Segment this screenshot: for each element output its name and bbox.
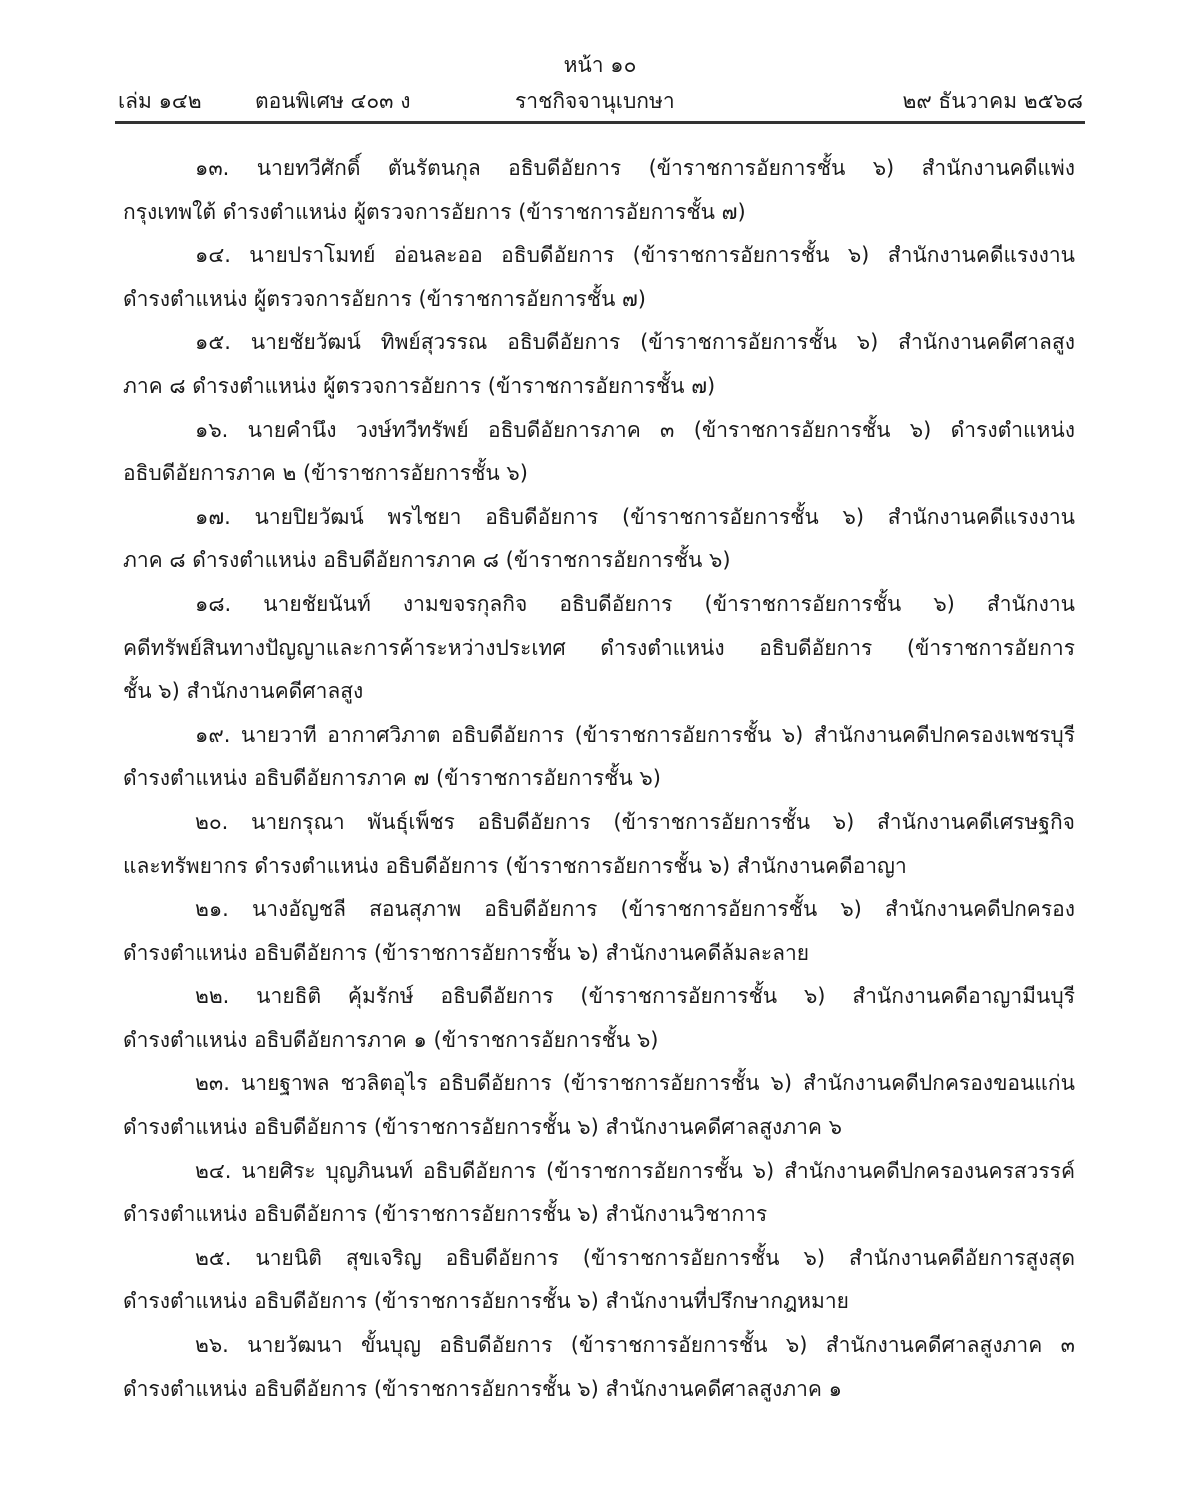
paragraph-line: และทรัพยากร ดำรงตำแหน่ง อธิบดีอัยการ (ข้าราชการอัยการชั้น ๖) สำนักงานคดีอาญา (123, 853, 907, 878)
paragraph-line: ๑๙. นายวาที อากาศวิภาต อธิบดีอัยการ (ข้าราชการอัยการชั้น ๖) สำนักงานคดีปกครองเพชรบุรี (195, 722, 1075, 747)
paragraph-line: ๑๖. นายคำนึง วงษ์ทวีทรัพย์ อธิบดีอัยการภาค ๓ (ข้าราชการอัยการชั้น ๖) ดำรงตำแหน่ง (195, 417, 1075, 442)
document-body (123, 150, 1075, 1414)
paragraph-line: ภาค ๘ ดำรงตำแหน่ง อธิบดีอัยการภาค ๘ (ข้าราชการอัยการชั้น ๖) (123, 548, 731, 573)
paragraph-line: ดำรงตำแหน่ง อธิบดีอัยการ (ข้าราชการอัยการชั้น ๖) สำนักงานที่ปรึกษากฎหมาย (123, 1289, 849, 1314)
appointment-paragraph (123, 891, 1075, 978)
appointment-paragraph (123, 717, 1075, 804)
appointment-paragraph (123, 1240, 1075, 1327)
paragraph-line: ดำรงตำแหน่ง ผู้ตรวจการอัยการ (ข้าราชการอัยการชั้น ๗) (123, 286, 646, 311)
appointment-paragraph (123, 804, 1075, 891)
paragraph-line: ๒๕. นายนิติ สุขเจริญ อธิบดีอัยการ (ข้าราชการอัยการชั้น ๖) สำนักงานคดีอัยการสูงสุด (195, 1245, 1075, 1270)
header-divider (115, 121, 1085, 124)
paragraph-line: ๒๑. นางอัญชลี สอนสุภาพ อธิบดีอัยการ (ข้าราชการอัยการชั้น ๖) สำนักงานคดีปกครอง (195, 897, 1075, 922)
paragraph-line: ๑๔. นายปราโมทย์ อ่อนละออ อธิบดีอัยการ (ข้าราชการอัยการชั้น ๖) สำนักงานคดีแรงงาน (195, 243, 1075, 268)
paragraph-line: ดำรงตำแหน่ง อธิบดีอัยการภาค ๑ (ข้าราชการอัยการชั้น ๖) (123, 1027, 659, 1052)
paragraph-line: กรุงเทพใต้ ดำรงตำแหน่ง ผู้ตรวจการอัยการ (ข้าราชการอัยการชั้น ๗) (123, 199, 746, 224)
page-number: หน้า ๑๐ (563, 53, 637, 77)
paragraph-line: ๒๐. นายกรุณา พันธุ์เพ็ชร อธิบดีอัยการ (ข้าราชการอัยการชั้น ๖) สำนักงานคดีเศรษฐกิจ (195, 809, 1075, 834)
paragraph-line: ภาค ๘ ดำรงตำแหน่ง ผู้ตรวจการอัยการ (ข้าราชการอัยการชั้น ๗) (123, 373, 716, 398)
appointment-paragraph (123, 324, 1075, 411)
appointment-paragraph (123, 499, 1075, 586)
publication-date: ๒๙ ธันวาคม ๒๕๖๘ (902, 89, 1083, 113)
paragraph-line: ดำรงตำแหน่ง อธิบดีอัยการ (ข้าราชการอัยการชั้น ๖) สำนักงานคดีศาลสูงภาค ๑ (123, 1376, 842, 1401)
paragraph-line: ๑๓. นายทวีศักดิ์ ตันรัตนกุล อธิบดีอัยการ (ข้าราชการอัยการชั้น ๖) สำนักงานคดีแพ่ง (195, 156, 1075, 180)
appointment-paragraph (123, 1153, 1075, 1240)
section-number: ตอนพิเศษ ๔๐๓ ง (255, 89, 411, 113)
volume-number: เล่ม ๑๔๒ (118, 89, 202, 113)
appointment-paragraph (123, 1327, 1075, 1414)
paragraph-line: คดีทรัพย์สินทางปัญญาและการค้าระหว่างประเทศ ดำรงตำแหน่ง อธิบดีอัยการ (ข้าราชการอัยการ (123, 635, 1075, 660)
appointment-paragraph (123, 1065, 1075, 1152)
paragraph-line: ดำรงตำแหน่ง อธิบดีอัยการ (ข้าราชการอัยการชั้น ๖) สำนักงานคดีล้มละลาย (123, 940, 810, 965)
paragraph-line: ๑๕. นายชัยวัฒน์ ทิพย์สุวรรณ อธิบดีอัยการ (ข้าราชการอัยการชั้น ๖) สำนักงานคดีศาลสูง (195, 330, 1075, 355)
paragraph-line: ๒๖. นายวัฒนา ขั้นบุญ อธิบดีอัยการ (ข้าราชการอัยการชั้น ๖) สำนักงานคดีศาลสูงภาค ๓ (195, 1333, 1075, 1358)
appointment-paragraph (123, 412, 1075, 499)
paragraph-line: ดำรงตำแหน่ง อธิบดีอัยการ (ข้าราชการอัยการชั้น ๖) สำนักงานคดีศาลสูงภาค ๖ (123, 1115, 842, 1140)
paragraph-line: ๒๔. นายศิระ บุญภินนท์ อธิบดีอัยการ (ข้าราชการอัยการชั้น ๖) สำนักงานคดีปกครองนครสวรรค์ (195, 1158, 1075, 1183)
paragraph-line: ดำรงตำแหน่ง อธิบดีอัยการ (ข้าราชการอัยการชั้น ๖) สำนักงานวิชาการ (123, 1202, 768, 1227)
appointment-paragraph (123, 978, 1075, 1065)
paragraph-line: ๒๒. นายธิติ คุ้มรักษ์ อธิบดีอัยการ (ข้าราชการอัยการชั้น ๖) สำนักงานคดีอาญามีนบุรี (195, 984, 1075, 1009)
paragraph-line: อธิบดีอัยการภาค ๒ (ข้าราชการอัยการชั้น ๖) (123, 461, 528, 486)
paragraph-line: ๑๗. นายปิยวัฒน์ พรไชยา อธิบดีอัยการ (ข้าราชการอัยการชั้น ๖) สำนักงานคดีแรงงาน (195, 504, 1075, 529)
paragraph-line: ๑๘. นายชัยนันท์ งามขจรกุลกิจ อธิบดีอัยการ (ข้าราชการอัยการชั้น ๖) สำนักงาน (195, 591, 1075, 616)
paragraph-line: ๒๓. นายฐาพล ชวลิตอุไร อธิบดีอัยการ (ข้าราชการอัยการชั้น ๖) สำนักงานคดีปกครองขอนแก่น (195, 1071, 1075, 1096)
gazette-title: ราชกิจจานุเบกษา (515, 89, 675, 113)
paragraph-line: ชั้น ๖) สำนักงานคดีศาลสูง (123, 679, 364, 704)
paragraph-line: ดำรงตำแหน่ง อธิบดีอัยการภาค ๗ (ข้าราชการอัยการชั้น ๖) (123, 766, 661, 791)
appointment-paragraph (123, 150, 1075, 237)
appointment-paragraph (123, 586, 1075, 717)
appointment-paragraph (123, 237, 1075, 324)
